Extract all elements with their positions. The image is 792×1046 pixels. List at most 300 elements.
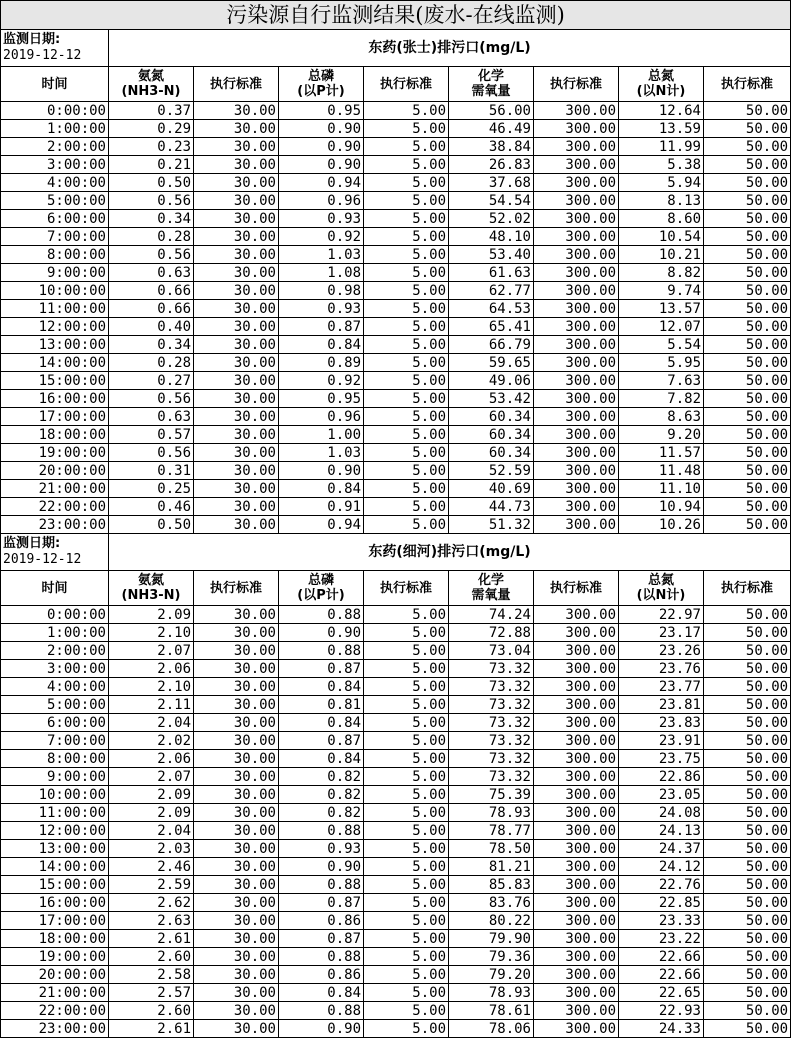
time-cell: 1:00:00 (1, 624, 109, 642)
value-cell: 0.63 (109, 264, 194, 282)
value-cell: 50.00 (704, 858, 791, 876)
value-cell: 300.00 (534, 444, 619, 462)
value-cell: 0.82 (279, 768, 364, 786)
time-cell: 3:00:00 (1, 156, 109, 174)
value-cell: 5.00 (364, 426, 449, 444)
value-cell: 300.00 (534, 462, 619, 480)
value-cell: 0.92 (279, 372, 364, 390)
time-cell: 19:00:00 (1, 948, 109, 966)
column-header: 化学 需氧量 (449, 571, 534, 606)
value-cell: 13.59 (619, 120, 704, 138)
value-cell: 300.00 (534, 390, 619, 408)
value-cell: 50.00 (704, 750, 791, 768)
value-cell: 300.00 (534, 516, 619, 534)
value-cell: 300.00 (534, 930, 619, 948)
value-cell: 61.63 (449, 264, 534, 282)
value-cell: 10.94 (619, 498, 704, 516)
table-row (1, 318, 791, 336)
value-cell: 30.00 (194, 732, 279, 750)
value-cell: 50.00 (704, 642, 791, 660)
value-cell: 300.00 (534, 228, 619, 246)
table-row (1, 732, 791, 750)
value-cell: 0.86 (279, 966, 364, 984)
value-cell: 0.96 (279, 408, 364, 426)
value-cell: 30.00 (194, 228, 279, 246)
value-cell: 23.75 (619, 750, 704, 768)
value-cell: 52.59 (449, 462, 534, 480)
table-row (1, 210, 791, 228)
value-cell: 5.00 (364, 192, 449, 210)
value-cell: 300.00 (534, 210, 619, 228)
outlet-title: 东药(张士)排污口(mg/L) (109, 30, 791, 67)
value-cell: 0.66 (109, 282, 194, 300)
section-header-row (1, 30, 791, 67)
value-cell: 66.79 (449, 336, 534, 354)
time-cell: 14:00:00 (1, 858, 109, 876)
monitoring-date-label: 监测日期: (3, 32, 61, 47)
value-cell: 0.84 (279, 714, 364, 732)
value-cell: 30.00 (194, 804, 279, 822)
value-cell: 50.00 (704, 768, 791, 786)
time-cell: 10:00:00 (1, 786, 109, 804)
value-cell: 8.60 (619, 210, 704, 228)
outlet-title: 东药(细河)排污口(mg/L) (109, 534, 791, 571)
value-cell: 5.95 (619, 354, 704, 372)
time-cell: 2:00:00 (1, 642, 109, 660)
time-cell: 21:00:00 (1, 480, 109, 498)
value-cell: 72.88 (449, 624, 534, 642)
value-cell: 0.95 (279, 102, 364, 120)
time-cell: 10:00:00 (1, 282, 109, 300)
column-header: 执行标准 (534, 67, 619, 102)
value-cell: 0.56 (109, 444, 194, 462)
value-cell: 0.89 (279, 354, 364, 372)
table-row (1, 372, 791, 390)
value-cell: 40.69 (449, 480, 534, 498)
value-cell: 0.96 (279, 192, 364, 210)
value-cell: 5.00 (364, 804, 449, 822)
value-cell: 23.26 (619, 642, 704, 660)
value-cell: 30.00 (194, 876, 279, 894)
table-row (1, 912, 791, 930)
table-row (1, 840, 791, 858)
time-cell: 15:00:00 (1, 372, 109, 390)
value-cell: 30.00 (194, 966, 279, 984)
value-cell: 30.00 (194, 984, 279, 1002)
column-header-row (1, 571, 791, 606)
value-cell: 0.90 (279, 858, 364, 876)
value-cell: 50.00 (704, 372, 791, 390)
value-cell: 7.82 (619, 390, 704, 408)
value-cell: 54.54 (449, 192, 534, 210)
value-cell: 23.77 (619, 678, 704, 696)
value-cell: 5.00 (364, 768, 449, 786)
table-row (1, 642, 791, 660)
table-row (1, 282, 791, 300)
column-header: 时间 (1, 67, 109, 102)
value-cell: 11.10 (619, 480, 704, 498)
value-cell: 300.00 (534, 786, 619, 804)
value-cell: 60.34 (449, 426, 534, 444)
value-cell: 0.34 (109, 336, 194, 354)
value-cell: 75.39 (449, 786, 534, 804)
value-cell: 26.83 (449, 156, 534, 174)
value-cell: 5.00 (364, 642, 449, 660)
table-row (1, 786, 791, 804)
value-cell: 50.00 (704, 948, 791, 966)
value-cell: 300.00 (534, 1020, 619, 1038)
value-cell: 50.00 (704, 1020, 791, 1038)
value-cell: 73.32 (449, 660, 534, 678)
value-cell: 12.64 (619, 102, 704, 120)
value-cell: 78.50 (449, 840, 534, 858)
table-row (1, 822, 791, 840)
value-cell: 30.00 (194, 930, 279, 948)
value-cell: 1.00 (279, 426, 364, 444)
value-cell: 30.00 (194, 426, 279, 444)
value-cell: 50.00 (704, 102, 791, 120)
value-cell: 53.40 (449, 246, 534, 264)
time-cell: 0:00:00 (1, 102, 109, 120)
value-cell: 5.00 (364, 138, 449, 156)
value-cell: 5.00 (364, 210, 449, 228)
column-header: 执行标准 (704, 571, 791, 606)
value-cell: 300.00 (534, 606, 619, 624)
column-header: 时间 (1, 571, 109, 606)
value-cell: 30.00 (194, 642, 279, 660)
value-cell: 0.88 (279, 642, 364, 660)
value-cell: 50.00 (704, 138, 791, 156)
value-cell: 0.90 (279, 120, 364, 138)
value-cell: 0.27 (109, 372, 194, 390)
value-cell: 0.56 (109, 246, 194, 264)
value-cell: 30.00 (194, 282, 279, 300)
value-cell: 300.00 (534, 642, 619, 660)
time-cell: 6:00:00 (1, 210, 109, 228)
value-cell: 50.00 (704, 264, 791, 282)
value-cell: 24.08 (619, 804, 704, 822)
time-cell: 8:00:00 (1, 246, 109, 264)
value-cell: 5.00 (364, 354, 449, 372)
table-row (1, 876, 791, 894)
table-row (1, 894, 791, 912)
value-cell: 30.00 (194, 192, 279, 210)
column-header: 化学 需氧量 (449, 67, 534, 102)
value-cell: 2.09 (109, 804, 194, 822)
value-cell: 2.03 (109, 840, 194, 858)
value-cell: 50.00 (704, 390, 791, 408)
value-cell: 2.09 (109, 786, 194, 804)
section-header-row (1, 534, 791, 571)
value-cell: 24.33 (619, 1020, 704, 1038)
value-cell: 59.65 (449, 354, 534, 372)
column-header: 执行标准 (364, 571, 449, 606)
value-cell: 2.06 (109, 660, 194, 678)
value-cell: 78.93 (449, 984, 534, 1002)
value-cell: 30.00 (194, 156, 279, 174)
value-cell: 5.00 (364, 390, 449, 408)
value-cell: 2.62 (109, 894, 194, 912)
value-cell: 30.00 (194, 480, 279, 498)
value-cell: 300.00 (534, 750, 619, 768)
value-cell: 0.88 (279, 948, 364, 966)
value-cell: 60.34 (449, 444, 534, 462)
table-row (1, 138, 791, 156)
value-cell: 74.24 (449, 606, 534, 624)
table-row (1, 264, 791, 282)
value-cell: 50.00 (704, 516, 791, 534)
monitoring-date (1, 534, 109, 571)
value-cell: 5.94 (619, 174, 704, 192)
value-cell: 30.00 (194, 354, 279, 372)
value-cell: 300.00 (534, 660, 619, 678)
value-cell: 5.00 (364, 462, 449, 480)
value-cell: 2.63 (109, 912, 194, 930)
table-row (1, 246, 791, 264)
value-cell: 300.00 (534, 300, 619, 318)
value-cell: 5.00 (364, 678, 449, 696)
value-cell: 5.00 (364, 336, 449, 354)
time-cell: 0:00:00 (1, 606, 109, 624)
value-cell: 300.00 (534, 192, 619, 210)
time-cell: 17:00:00 (1, 912, 109, 930)
value-cell: 23.22 (619, 930, 704, 948)
time-cell: 12:00:00 (1, 822, 109, 840)
value-cell: 1.03 (279, 246, 364, 264)
value-cell: 80.22 (449, 912, 534, 930)
value-cell: 23.76 (619, 660, 704, 678)
value-cell: 0.90 (279, 624, 364, 642)
value-cell: 50.00 (704, 786, 791, 804)
value-cell: 50.00 (704, 300, 791, 318)
value-cell: 48.10 (449, 228, 534, 246)
value-cell: 300.00 (534, 372, 619, 390)
value-cell: 0.82 (279, 804, 364, 822)
value-cell: 30.00 (194, 246, 279, 264)
value-cell: 30.00 (194, 498, 279, 516)
table-row (1, 174, 791, 192)
table-row (1, 498, 791, 516)
value-cell: 2.06 (109, 750, 194, 768)
value-cell: 23.91 (619, 732, 704, 750)
value-cell: 10.21 (619, 246, 704, 264)
table-row (1, 966, 791, 984)
time-cell: 15:00:00 (1, 876, 109, 894)
value-cell: 1.08 (279, 264, 364, 282)
time-cell: 16:00:00 (1, 390, 109, 408)
value-cell: 300.00 (534, 282, 619, 300)
table-row (1, 516, 791, 534)
column-header: 氨氮 (NH3-N) (109, 67, 194, 102)
value-cell: 50.00 (704, 498, 791, 516)
value-cell: 13.57 (619, 300, 704, 318)
value-cell: 49.06 (449, 372, 534, 390)
value-cell: 0.21 (109, 156, 194, 174)
value-cell: 0.93 (279, 840, 364, 858)
value-cell: 30.00 (194, 516, 279, 534)
value-cell: 83.76 (449, 894, 534, 912)
value-cell: 30.00 (194, 768, 279, 786)
value-cell: 5.00 (364, 480, 449, 498)
value-cell: 5.00 (364, 1002, 449, 1020)
value-cell: 50.00 (704, 156, 791, 174)
value-cell: 0.66 (109, 300, 194, 318)
value-cell: 85.83 (449, 876, 534, 894)
value-cell: 300.00 (534, 120, 619, 138)
value-cell: 0.29 (109, 120, 194, 138)
value-cell: 51.32 (449, 516, 534, 534)
value-cell: 50.00 (704, 480, 791, 498)
value-cell: 9.20 (619, 426, 704, 444)
value-cell: 5.00 (364, 624, 449, 642)
value-cell: 50.00 (704, 210, 791, 228)
value-cell: 0.90 (279, 156, 364, 174)
value-cell: 23.17 (619, 624, 704, 642)
value-cell: 300.00 (534, 966, 619, 984)
value-cell: 5.00 (364, 930, 449, 948)
value-cell: 12.07 (619, 318, 704, 336)
value-cell: 300.00 (534, 912, 619, 930)
value-cell: 30.00 (194, 894, 279, 912)
table-row (1, 120, 791, 138)
value-cell: 0.34 (109, 210, 194, 228)
value-cell: 30.00 (194, 390, 279, 408)
value-cell: 50.00 (704, 318, 791, 336)
value-cell: 0.81 (279, 696, 364, 714)
value-cell: 50.00 (704, 804, 791, 822)
value-cell: 2.07 (109, 642, 194, 660)
value-cell: 50.00 (704, 1002, 791, 1020)
value-cell: 78.77 (449, 822, 534, 840)
value-cell: 5.00 (364, 732, 449, 750)
value-cell: 2.10 (109, 624, 194, 642)
value-cell: 50.00 (704, 624, 791, 642)
time-cell: 11:00:00 (1, 300, 109, 318)
value-cell: 22.93 (619, 1002, 704, 1020)
value-cell: 50.00 (704, 822, 791, 840)
column-header-row (1, 67, 791, 102)
value-cell: 0.56 (109, 192, 194, 210)
value-cell: 5.00 (364, 174, 449, 192)
value-cell: 24.13 (619, 822, 704, 840)
value-cell: 300.00 (534, 678, 619, 696)
value-cell: 23.33 (619, 912, 704, 930)
table-row (1, 462, 791, 480)
value-cell: 0.88 (279, 822, 364, 840)
value-cell: 5.00 (364, 822, 449, 840)
value-cell: 60.34 (449, 408, 534, 426)
value-cell: 23.05 (619, 786, 704, 804)
value-cell: 5.00 (364, 1020, 449, 1038)
monitoring-date-value: 2019-12-12 (3, 48, 82, 63)
column-header: 总氮 (以N计) (619, 67, 704, 102)
time-cell: 22:00:00 (1, 498, 109, 516)
value-cell: 0.25 (109, 480, 194, 498)
table-row (1, 408, 791, 426)
time-cell: 23:00:00 (1, 1020, 109, 1038)
value-cell: 0.87 (279, 930, 364, 948)
value-cell: 0.90 (279, 138, 364, 156)
value-cell: 30.00 (194, 444, 279, 462)
value-cell: 0.95 (279, 390, 364, 408)
time-cell: 19:00:00 (1, 444, 109, 462)
value-cell: 22.65 (619, 984, 704, 1002)
value-cell: 300.00 (534, 624, 619, 642)
value-cell: 5.00 (364, 858, 449, 876)
table-row (1, 930, 791, 948)
value-cell: 0.94 (279, 174, 364, 192)
value-cell: 2.09 (109, 606, 194, 624)
table-row (1, 768, 791, 786)
value-cell: 2.46 (109, 858, 194, 876)
value-cell: 65.41 (449, 318, 534, 336)
value-cell: 79.90 (449, 930, 534, 948)
value-cell: 5.00 (364, 372, 449, 390)
time-cell: 3:00:00 (1, 660, 109, 678)
value-cell: 300.00 (534, 264, 619, 282)
time-cell: 18:00:00 (1, 426, 109, 444)
table-row (1, 1020, 791, 1038)
value-cell: 50.00 (704, 930, 791, 948)
value-cell: 0.98 (279, 282, 364, 300)
value-cell: 0.88 (279, 1002, 364, 1020)
table-row (1, 192, 791, 210)
value-cell: 0.37 (109, 102, 194, 120)
value-cell: 50.00 (704, 678, 791, 696)
table-row (1, 678, 791, 696)
time-cell: 13:00:00 (1, 336, 109, 354)
value-cell: 300.00 (534, 138, 619, 156)
value-cell: 78.06 (449, 1020, 534, 1038)
table-row (1, 444, 791, 462)
value-cell: 0.40 (109, 318, 194, 336)
value-cell: 30.00 (194, 120, 279, 138)
value-cell: 0.56 (109, 390, 194, 408)
time-cell: 16:00:00 (1, 894, 109, 912)
value-cell: 30.00 (194, 1002, 279, 1020)
value-cell: 300.00 (534, 804, 619, 822)
value-cell: 0.87 (279, 660, 364, 678)
value-cell: 300.00 (534, 426, 619, 444)
value-cell: 0.90 (279, 462, 364, 480)
value-cell: 0.63 (109, 408, 194, 426)
value-cell: 30.00 (194, 660, 279, 678)
time-cell: 1:00:00 (1, 120, 109, 138)
value-cell: 300.00 (534, 156, 619, 174)
value-cell: 8.63 (619, 408, 704, 426)
table-row (1, 336, 791, 354)
value-cell: 50.00 (704, 336, 791, 354)
page-title: 污染源自行监测结果(废水-在线监测) (1, 1, 791, 30)
value-cell: 5.00 (364, 840, 449, 858)
value-cell: 50.00 (704, 444, 791, 462)
value-cell: 1.03 (279, 444, 364, 462)
value-cell: 11.99 (619, 138, 704, 156)
value-cell: 5.00 (364, 714, 449, 732)
monitoring-date (1, 30, 109, 67)
table-row (1, 156, 791, 174)
table-row (1, 300, 791, 318)
value-cell: 79.20 (449, 966, 534, 984)
time-cell: 21:00:00 (1, 984, 109, 1002)
time-cell: 9:00:00 (1, 768, 109, 786)
value-cell: 23.83 (619, 714, 704, 732)
value-cell: 0.28 (109, 354, 194, 372)
value-cell: 50.00 (704, 174, 791, 192)
value-cell: 23.81 (619, 696, 704, 714)
value-cell: 0.86 (279, 912, 364, 930)
column-header: 氨氮 (NH3-N) (109, 571, 194, 606)
